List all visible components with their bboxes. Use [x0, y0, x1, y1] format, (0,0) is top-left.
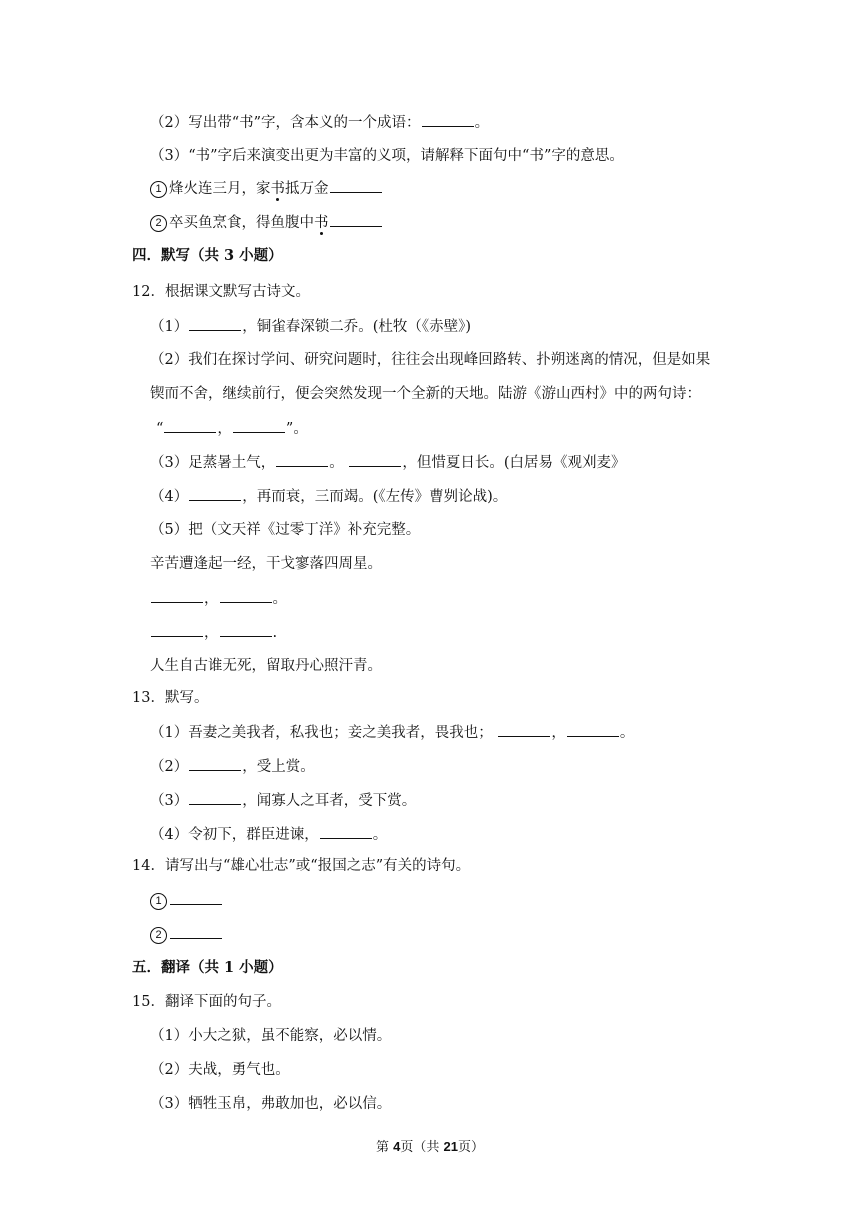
- q14-stem: 14．请写出与“雄心壮志”或“报国之志”有关的诗句。: [132, 858, 471, 874]
- q12-stem: 12．根据课文默写古诗文。: [132, 284, 310, 300]
- poem-line-3: ， .: [150, 622, 277, 643]
- emphasis-char: 书: [314, 215, 329, 231]
- answer-blank[interactable]: [151, 588, 203, 603]
- q12-part2-line2: 锲而不舍，继续前行，便会突然发现一个全新的天地。陆游《游山西村》中的两句诗：: [150, 386, 701, 402]
- q13-part2: （2） ，受上赏。: [150, 756, 315, 777]
- answer-blank[interactable]: [164, 418, 216, 433]
- answer-blank[interactable]: [189, 316, 241, 331]
- q11-item2: 2 卒买鱼烹食，得鱼腹中书: [150, 212, 383, 233]
- circled-number: 2: [150, 215, 167, 232]
- poem-line-1: 辛苦遭逢起一经，干戈寥落四周星。: [150, 556, 382, 572]
- q12-part3: （3）足蒸暑土气， 。 ，但惜夏日长。(白居易《观刈麦》: [150, 452, 626, 473]
- total-pages: 21: [443, 1139, 458, 1154]
- current-page: 4: [393, 1139, 401, 1154]
- answer-blank[interactable]: [276, 452, 328, 467]
- circled-number: 2: [150, 927, 167, 944]
- circled-number: 1: [150, 893, 167, 910]
- answer-blank[interactable]: [567, 722, 619, 737]
- q12-part4: （4） ，再而衰，三而竭。(《左传》曹刿论战)。: [150, 486, 507, 507]
- q13-part1: （1）吾妻之美我者，私我也；妾之美我者，畏我也； ， 。: [150, 722, 634, 743]
- section-heading-4: 四．默写（共 3 小题）: [132, 247, 283, 264]
- answer-blank[interactable]: [233, 418, 285, 433]
- answer-blank[interactable]: [170, 890, 222, 905]
- q15-part1: （1）小大之狱，虽不能察，必以情。: [150, 1028, 392, 1044]
- answer-blank[interactable]: [349, 452, 401, 467]
- answer-blank[interactable]: [170, 924, 222, 939]
- q12-part2-line1: （2）我们在探讨学问、研究问题时，往往会出现峰回路转、扑朔迷离的情况，但是如果: [150, 352, 711, 368]
- q14-item2: [150, 924, 223, 945]
- answer-blank[interactable]: [330, 212, 382, 227]
- answer-blank[interactable]: [498, 722, 550, 737]
- answer-blank[interactable]: [220, 622, 272, 637]
- q13-part3: （3） ，闻寡人之耳者，受下赏。: [150, 790, 416, 811]
- q15-part2: （2）夫战，勇气也。: [150, 1062, 290, 1078]
- answer-blank[interactable]: [422, 112, 474, 127]
- emphasis-char: 书: [270, 181, 285, 197]
- q12-part2-answer: “ ， ”。: [156, 418, 308, 439]
- q11-part3: （3）“书”字后来演变出更为丰富的义项，请解释下面句中“书”字的意思。: [150, 148, 624, 164]
- q15-stem: 15．翻译下面的句子。: [132, 994, 281, 1010]
- page-footer: 第 4页（共 21页）: [376, 1139, 484, 1155]
- q14-item1: [150, 890, 223, 911]
- poem-line-2: ， 。: [150, 588, 287, 609]
- answer-blank[interactable]: [320, 824, 372, 839]
- poem-line-4: 人生自古谁无死，留取丹心照汗青。: [150, 658, 382, 674]
- q12-part1: （1） ，铜雀春深锁二乔。(杜牧（《赤壁》): [150, 316, 471, 337]
- answer-blank[interactable]: [220, 588, 272, 603]
- q15-part3: （3）牺牲玉帛，弗敢加也，必以信。: [150, 1096, 392, 1112]
- answer-blank[interactable]: [189, 790, 241, 805]
- q13-part4: （4）令初下，群臣进谏， 。: [150, 824, 387, 845]
- answer-blank[interactable]: [189, 486, 241, 501]
- section-heading-5: 五．翻译（共 1 小题）: [132, 959, 283, 976]
- answer-blank[interactable]: [189, 756, 241, 771]
- answer-blank[interactable]: [330, 178, 382, 193]
- q13-stem: 13．默写。: [132, 690, 209, 706]
- q11-item1: 1 烽火连三月，家书抵万金: [150, 178, 383, 199]
- q12-part5: （5）把（文天祥《过零丁洋》补充完整。: [150, 522, 421, 538]
- circled-number: 1: [150, 181, 167, 198]
- answer-blank[interactable]: [151, 622, 203, 637]
- q11-part2: （2）写出带“书”字，含本义的一个成语： 。: [150, 112, 489, 133]
